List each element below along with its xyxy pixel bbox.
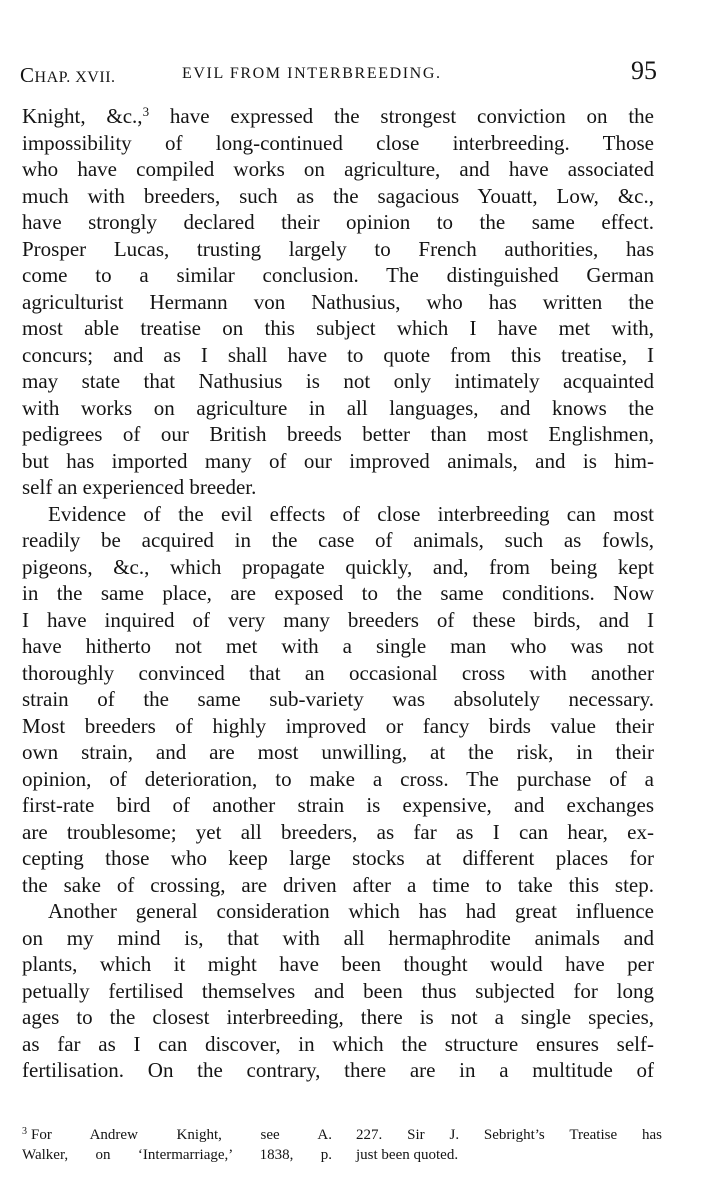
line-text: readily be acquired in the case of animals, such as fowls, (22, 528, 654, 552)
line-text: Most breeders of highly improved or fancy birds value their (22, 713, 654, 738)
footnote-line (356, 1145, 662, 1165)
text-line (22, 713, 654, 740)
line-text: who have compiled works on agriculture, and have associated (22, 157, 654, 181)
line-text: come to a similar conclusion. The distinguished German (22, 263, 654, 287)
body-text (22, 103, 654, 1084)
text-line (22, 448, 654, 475)
text-line (22, 395, 654, 422)
line-text: impossibility of long-continued close interbreeding. Those (22, 130, 654, 155)
line-text: first-rate bird of another strain is expensive, and exchanges (22, 793, 654, 817)
line-text: have hitherto not met with a single man who was not (22, 634, 654, 658)
chapter-label: CHAP. XVII. (20, 63, 116, 87)
text-line (22, 183, 654, 210)
line-text: plants, which it might have been thought would have per (22, 952, 654, 976)
text-line (22, 1057, 654, 1084)
line-text: pigeons, &c., which propagate quickly, and, from being kept (22, 554, 654, 579)
footnote-text: just been quoted. (356, 1147, 459, 1163)
text-line (22, 607, 654, 634)
text-line (22, 845, 654, 872)
text-line (22, 819, 654, 846)
line-text: Another general consideration which has had great influence (48, 899, 654, 923)
line-text: on my mind is, that with all hermaphrodite animals and (22, 925, 654, 950)
line-text-continued: have expressed the strongest conviction on the (149, 104, 654, 128)
line-text: with works on agriculture in all languages, and knows the (22, 395, 654, 420)
text-line (22, 978, 654, 1005)
text-line (22, 421, 654, 448)
text-line (22, 236, 654, 263)
line-text: pedigrees of our British breeds better than most Englishmen, (22, 422, 654, 446)
line-text: Knight, &c., (22, 104, 143, 128)
line-text: but has imported many of our improved animals, and is him- (22, 448, 654, 473)
text-line (22, 103, 654, 130)
line-text: own strain, and are most unwilling, at the risk, in their (22, 740, 654, 764)
footnote-line (356, 1125, 662, 1145)
text-line (22, 554, 654, 581)
footnote-text: 227. Sir J. Sebright’s Treatise has (356, 1127, 662, 1143)
text-line (22, 474, 654, 501)
line-text: fertilisation. On the contrary, there are in a multitude of (22, 1058, 654, 1082)
text-line (22, 209, 654, 236)
footnote-text: For Andrew Knight, see A. (31, 1127, 332, 1143)
line-text: agriculturist Hermann von Nathusius, who has written the (22, 289, 654, 314)
text-line (22, 315, 654, 342)
line-text: most able treatise on this subject which I have met with, (22, 316, 654, 340)
line-text: ages to the closest interbreeding, there is not a single species, (22, 1005, 654, 1029)
text-line (22, 660, 654, 687)
text-line (22, 368, 654, 395)
line-text: have strongly declared their opinion to the same effect. (22, 210, 654, 234)
text-line (22, 130, 654, 157)
text-line (22, 1004, 654, 1031)
text-line (22, 925, 654, 952)
line-text: I have inquired of very many breeders of these birds, and I (22, 607, 654, 632)
text-line (22, 686, 654, 713)
line-text: concurs; and as I shall have to quote from this treatise, I (22, 342, 654, 367)
footnote-line (22, 1145, 332, 1165)
text-line (22, 1031, 654, 1058)
text-line (22, 580, 654, 607)
running-title: EVIL FROM INTERBREEDING. (182, 65, 442, 82)
text-line (22, 766, 654, 793)
footnote-reference: 3 (142, 104, 150, 119)
footnote-marker: 3 (22, 1126, 27, 1137)
text-line (22, 872, 654, 899)
page-number: 95 (631, 56, 657, 85)
text-line (22, 156, 654, 183)
line-text: petually fertilised themselves and been thus subjected for long (22, 978, 654, 1003)
footnote-line (22, 1125, 332, 1145)
text-line (22, 951, 654, 978)
footnote-right-column (356, 1125, 662, 1165)
footnote-left-column (22, 1125, 332, 1165)
line-text: strain of the same sub-variety was absolutely necessary. (22, 687, 654, 711)
line-text: Prosper Lucas, trusting largely to French authorities, has (22, 236, 654, 261)
text-line (22, 739, 654, 766)
text-line (22, 527, 654, 554)
line-text: opinion, of deterioration, to make a cross. The purchase of a (22, 766, 654, 791)
line-text: as far as I can discover, in which the structure ensures self- (22, 1031, 654, 1056)
line-text: self an experienced breeder. (22, 475, 257, 499)
line-text: thoroughly convinced that an occasional cross with another (22, 660, 654, 685)
text-line (22, 633, 654, 660)
running-header (20, 56, 657, 90)
line-text: in the same place, are exposed to the same conditions. Now (22, 581, 654, 605)
text-line (22, 289, 654, 316)
line-text: cepting those who keep large stocks at different places for (22, 846, 654, 870)
text-line (22, 262, 654, 289)
line-text: much with breeders, such as the sagacious Youatt, Low, &c., (22, 183, 654, 208)
line-text: are troublesome; yet all breeders, as far as I can hear, ex- (22, 819, 654, 844)
text-line (22, 792, 654, 819)
text-line (22, 342, 654, 369)
line-text: Evidence of the evil effects of close interbreeding can most (48, 501, 654, 526)
text-line (22, 501, 654, 528)
footnote-text: Walker, on ‘Intermarriage,’ 1838, p. (22, 1147, 332, 1163)
line-text: may state that Nathusius is not only intimately acquainted (22, 369, 654, 393)
line-text: the sake of crossing, are driven after a time to take this step. (22, 872, 654, 897)
text-line (22, 898, 654, 925)
